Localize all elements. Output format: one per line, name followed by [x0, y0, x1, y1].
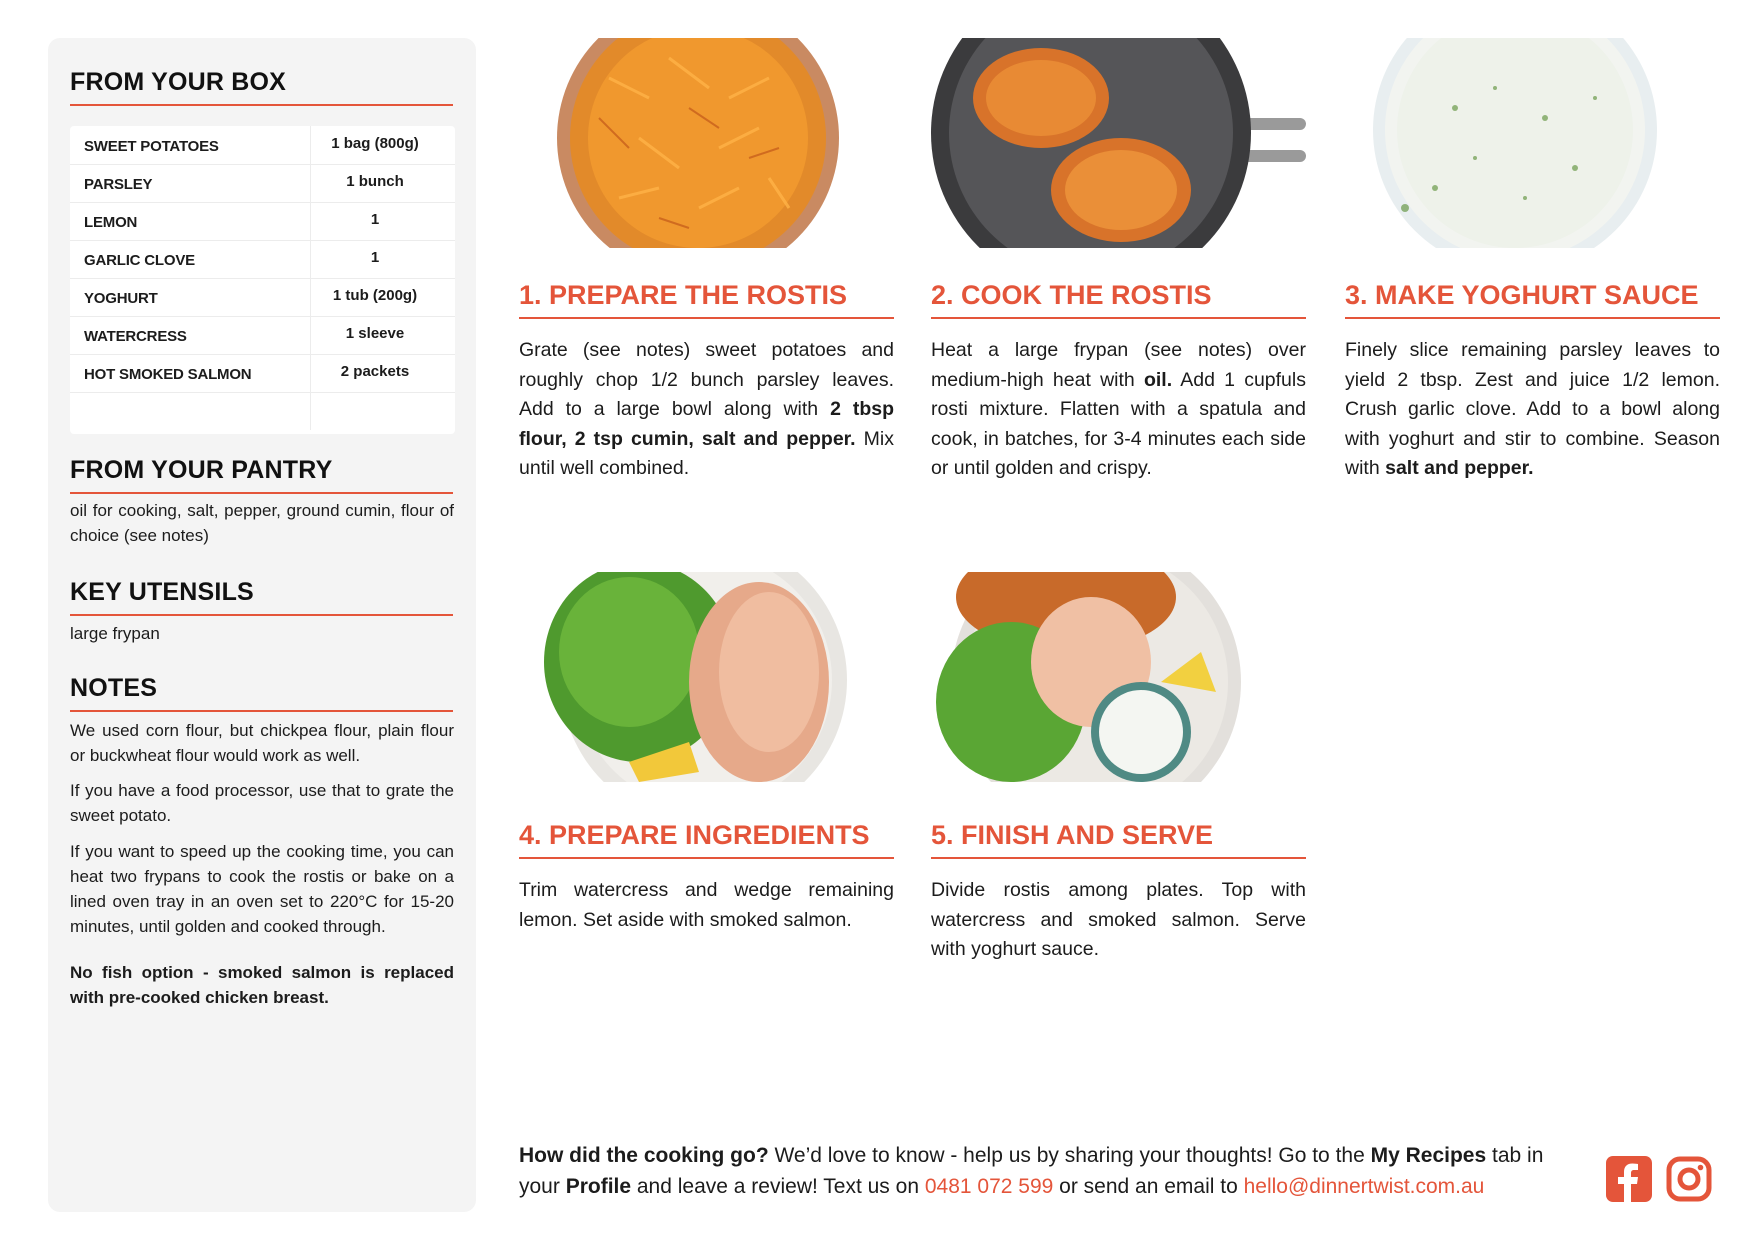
note-2: If you have a food processor, use that to grate the sweet potato.	[70, 781, 454, 825]
item-qty: 1 sleeve	[345, 325, 405, 342]
step-4-photo	[519, 572, 894, 782]
item-qty: 2 packets	[340, 363, 410, 380]
utensils-text: large frypan	[70, 624, 160, 643]
feedback-footer	[519, 1140, 1569, 1202]
note-3: If you want to speed up the cooking time, you can heat two frypans to cook the rostis or bake on a lined oven tray in an oven set to 220°C for 15-20 minutes, until golden and cooked through.	[70, 842, 454, 936]
step-text-part: Grate (see notes) sweet potatoes and roughly chop 1/2 bunch parsley leaves. Add to a large bowl along with	[519, 339, 894, 420]
step-text-part: Heat a large frypan (see notes) over medium-high heat with	[931, 339, 1306, 391]
pantry-text: oil for cooking, salt, pepper, ground cumin, flour of choice (see notes)	[70, 501, 454, 545]
step-2-title: 2. COOK THE ROSTIS	[931, 280, 1306, 319]
item-name: GARLIC CLOVE	[84, 252, 195, 269]
from-your-box-title: FROM YOUR BOX	[70, 68, 453, 106]
table-row-empty	[70, 392, 455, 430]
footer-text: and leave a review! Text us on	[631, 1175, 925, 1198]
box-items-table	[70, 126, 455, 434]
item-qty: 1 tub (200g)	[332, 287, 418, 304]
step-3-title: 3. MAKE YOGHURT SAUCE	[1345, 280, 1720, 319]
note-1: We used corn flour, but chickpea flour, plain flour or buckwheat flour would work as well.	[70, 721, 454, 765]
step-text-part: Add 1 cupfuls rosti mixture. Flatten with a spatula and cook, in batches, for 3-4 minutes each side or until golden and crispy.	[931, 368, 1306, 479]
notes-title: NOTES	[70, 674, 453, 712]
footer-text: or send an email to	[1053, 1175, 1244, 1198]
step-text-bold: 2 tbsp flour, 2 tsp cumin, salt and pepper.	[519, 398, 894, 450]
footer-question: How did the cooking go?	[519, 1144, 769, 1167]
from-your-pantry-title: FROM YOUR PANTRY	[70, 456, 453, 494]
item-qty: 1	[370, 249, 380, 266]
ingredients-sidebar	[48, 38, 476, 1212]
my-recipes-label: My Recipes	[1370, 1144, 1487, 1167]
item-qty: 1 bunch	[346, 173, 404, 190]
step-text-bold: salt and pepper.	[1385, 457, 1534, 479]
facebook-icon[interactable]	[1606, 1156, 1652, 1202]
footer-text: We’d love to know - help us by sharing your thoughts! Go to the	[768, 1144, 1371, 1167]
table-row	[70, 202, 455, 241]
item-qty: 1	[370, 211, 380, 228]
key-utensils-title: KEY UTENSILS	[70, 578, 453, 616]
instagram-icon[interactable]	[1666, 1156, 1712, 1202]
table-row	[70, 316, 455, 355]
step-4-text	[519, 876, 894, 935]
step-text-part: Divide rostis among plates. Top with watercress and smoked salmon. Serve with yoghurt sauce.	[931, 879, 1306, 960]
note-no-fish: No fish option - smoked salmon is replaced with pre-cooked chicken breast.	[70, 963, 454, 1007]
table-row	[70, 164, 455, 203]
email-link[interactable]: hello@dinnertwist.com.au	[1243, 1175, 1485, 1198]
item-name: HOT SMOKED SALMON	[84, 366, 252, 383]
item-name: LEMON	[84, 214, 138, 231]
step-text-part: Mix until well combined.	[519, 427, 894, 479]
step-1-title: 1. PREPARE THE ROSTIS	[519, 280, 894, 319]
step-text-part: Finely slice remaining parsley leaves to yield 2 tbsp. Zest and juice 1/2 lemon. Crush garlic clove. Add to a bowl along with yoghurt and stir to combine. Season with	[1345, 339, 1720, 479]
step-1-text	[519, 336, 894, 484]
step-5-text	[931, 876, 1306, 965]
step-2-text	[931, 336, 1306, 484]
profile-label: Profile	[565, 1175, 632, 1198]
table-row	[70, 240, 455, 279]
item-name: WATERCRESS	[84, 328, 187, 345]
table-row	[70, 126, 455, 165]
table-row	[70, 278, 455, 317]
step-5-title: 5. FINISH AND SERVE	[931, 820, 1306, 859]
step-5-photo	[931, 572, 1306, 782]
item-name: SWEET POTATOES	[84, 138, 219, 155]
step-4-title: 4. PREPARE INGREDIENTS	[519, 820, 894, 859]
step-1-photo	[519, 38, 894, 248]
step-2-photo	[931, 38, 1306, 248]
step-text-bold: oil.	[1143, 368, 1173, 391]
table-row	[70, 354, 455, 393]
footer-text: tab in your	[519, 1144, 1544, 1198]
item-name: PARSLEY	[84, 176, 153, 193]
divider	[310, 392, 311, 430]
step-text-part: Trim watercress and wedge remaining lemon. Set aside with smoked salmon.	[519, 879, 894, 931]
phone-link[interactable]: 0481 072 599	[924, 1175, 1054, 1198]
item-name: YOGHURT	[84, 290, 158, 307]
step-3-text	[1345, 336, 1720, 484]
item-qty: 1 bag (800g)	[331, 135, 419, 152]
step-3-photo	[1345, 38, 1720, 248]
